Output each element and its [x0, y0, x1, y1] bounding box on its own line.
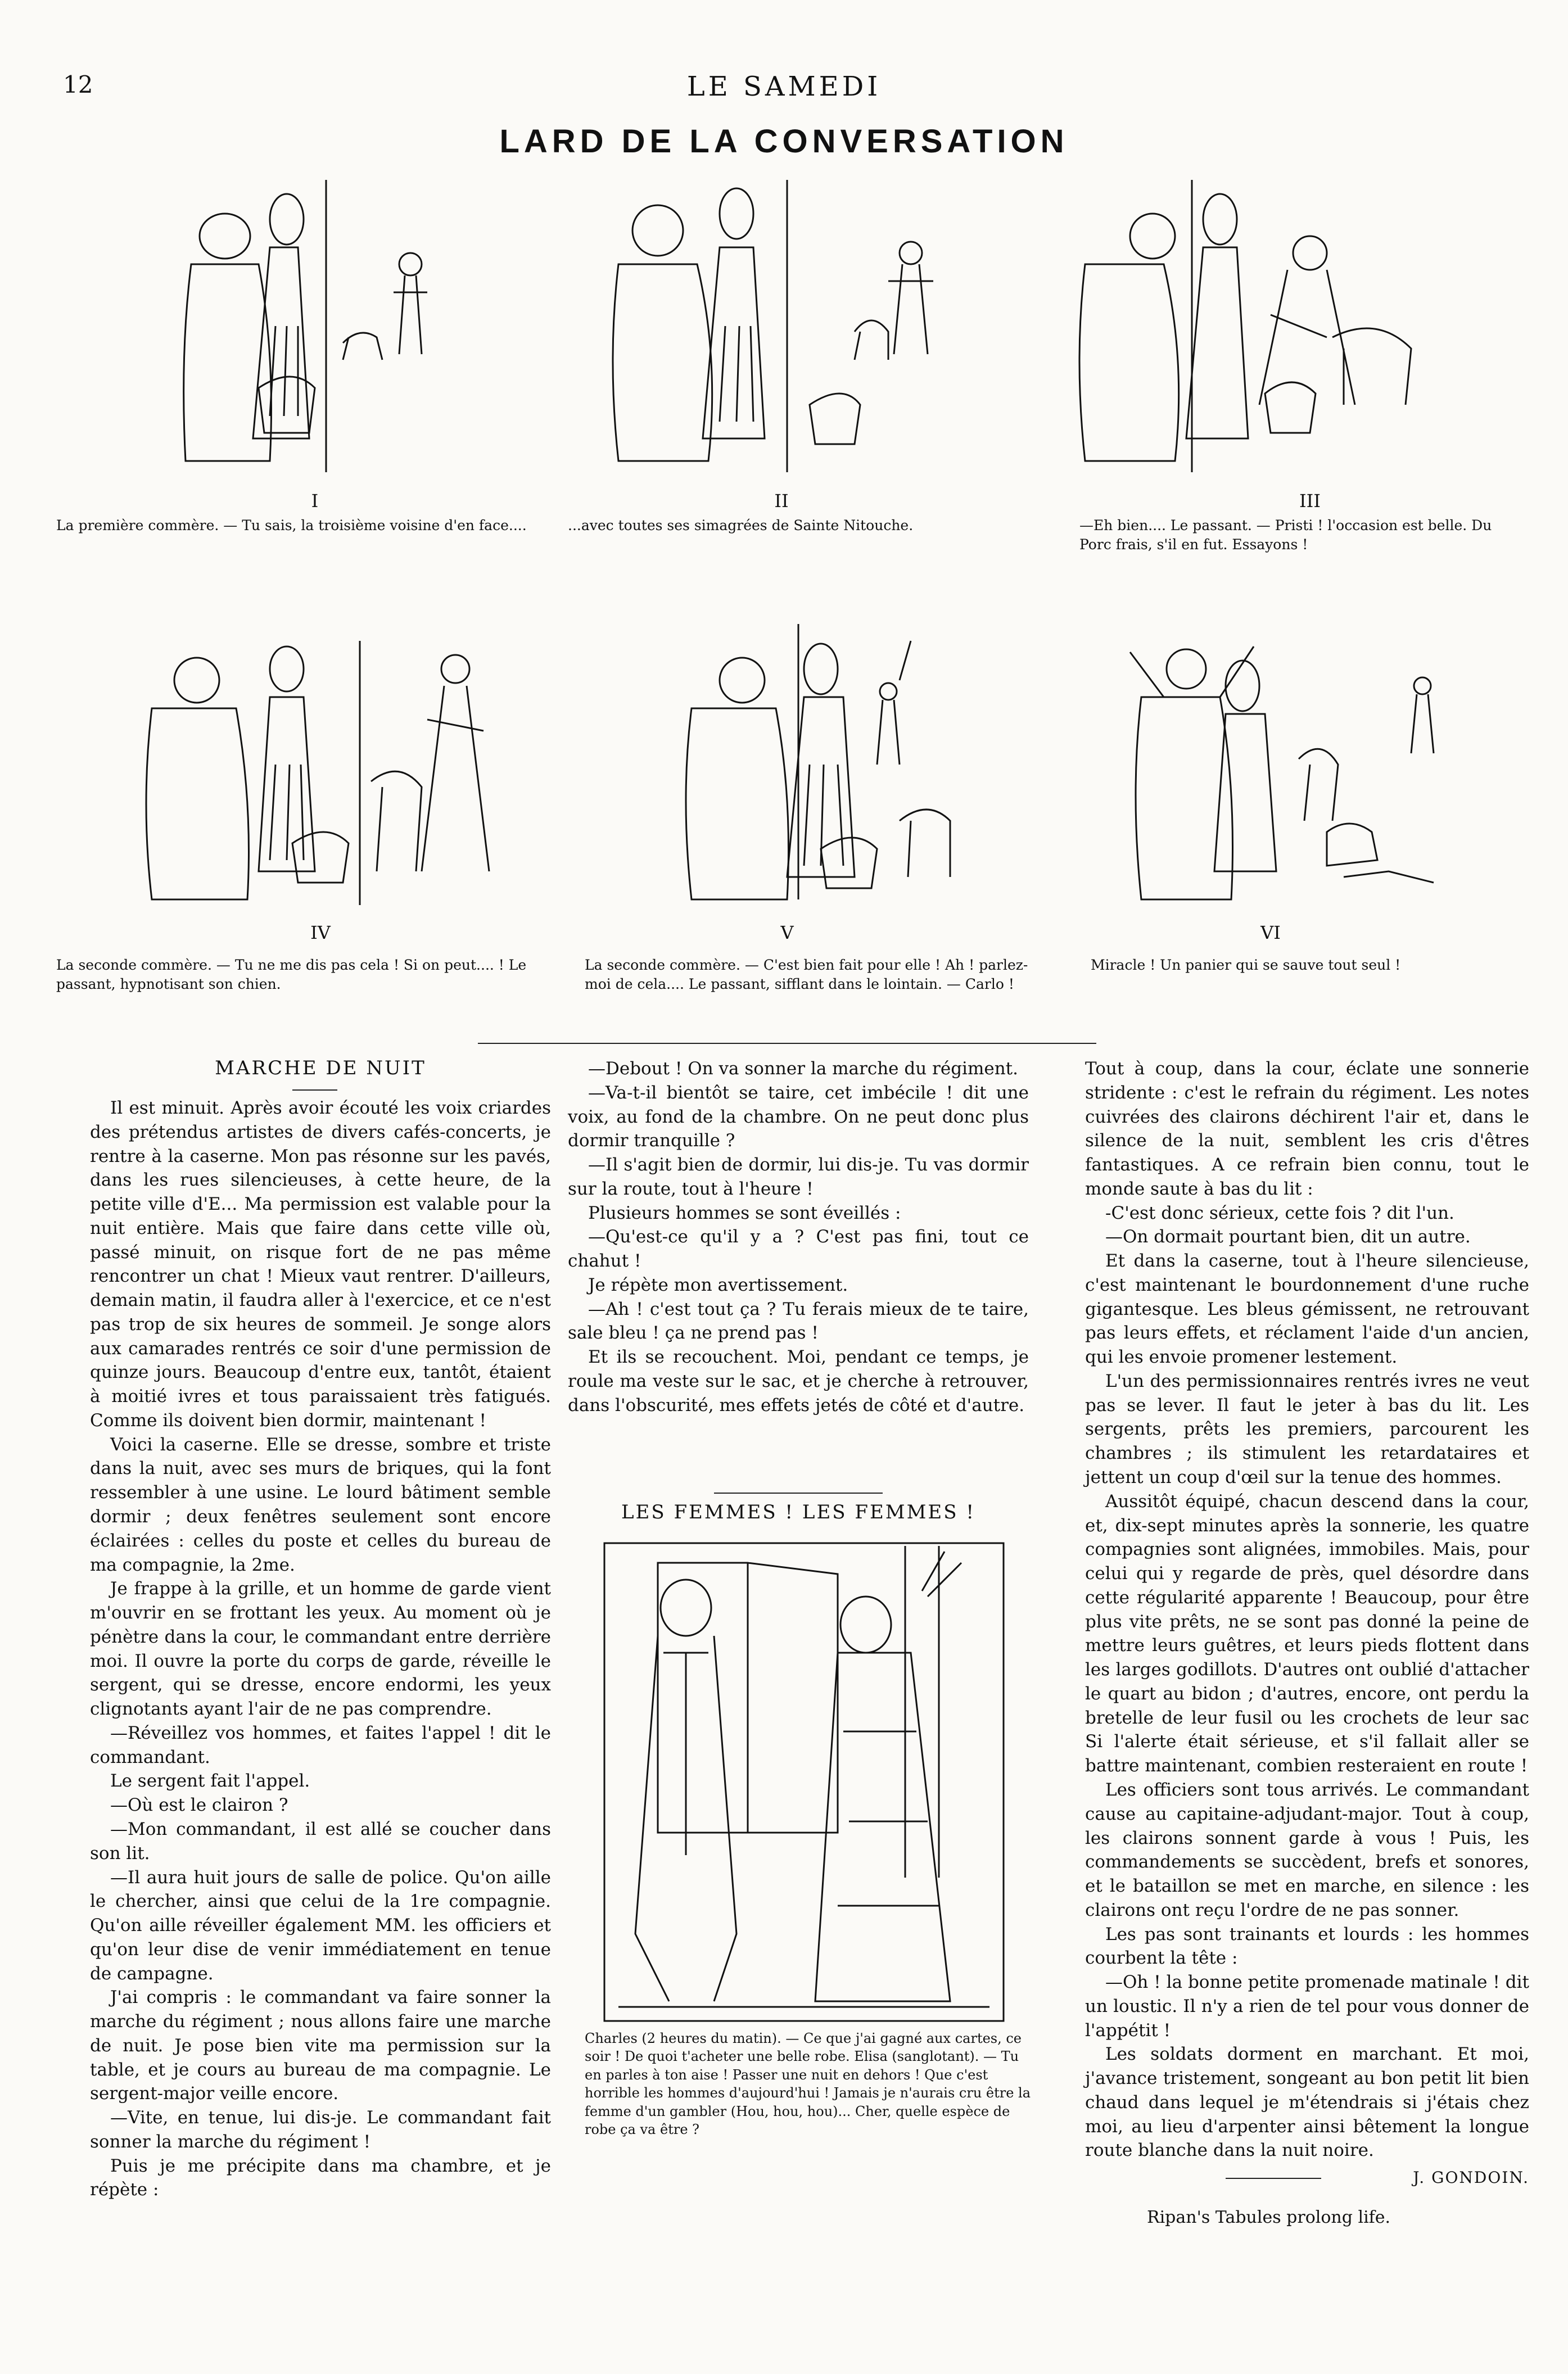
paragraph: Il est minuit. Après avoir écouté les voix criardes des prétendus artistes de divers cafés-concerts, je rentre à la caserne. Mon pas résonne sur les pavés, dans les rues silencieuses, à cette heure, de la petite ville d'E... Ma permission est valable pour la nuit entière. Mais que faire dans cette ville où, passé minuit, on risque fort de ne pas même rencontrer un chat ! Mieux vaut rentrer. D'ailleurs, demain matin, il faudra aller à l'exercice, et ce n'est pas trop de six heures de sommeil. Je songe alors aux camarades rentrés ce soir d'une permission de quinze jours. Beaucoup d'entre eux, tantôt, étaient à moitié ivres et tous paraissaient très fatigués. Comme ils doivent bien dormir, maintenant ! [90, 1098, 551, 1431]
paragraph: —Réveillez vos hommes, et faites l'appel ! dit le commandant. [90, 1722, 551, 1767]
comic-panel-2-illustration [596, 169, 945, 483]
panel-3-caption: —Eh bien.... Le passant. — Pristi ! l'occasion est belle. Du Porc frais, s'il en fut. Essayons ! [1079, 517, 1492, 553]
paragraph: —Il aura huit jours de salle de police. Qu'on aille le chercher, ainsi que celui de la 1re compagnie. Qu'on aille réveiller également MM. les officiers et qu'on leur dise de venir immédiatement en tenue de campagne. [90, 1867, 551, 1984]
article-column-1 [90, 1096, 551, 2202]
paragraph: Et dans la caserne, tout à l'heure silencieuse, c'est maintenant le bourdonnement d'une ruche gigantesque. Les bleus gémissent, ne retrouvant pas leurs effets, et réclament l'aide d'un ancien, qui les envoie promener lestement. [1085, 1251, 1529, 1368]
comic-panel-5-illustration [596, 618, 984, 916]
panel-6-caption: Miracle ! Un panier qui se sauve tout seul ! [1091, 957, 1401, 973]
comic-panel-4-illustration [107, 635, 540, 916]
paragraph: Aussitôt équipé, chacun descend dans la cour, et, dix-sept minutes après la sonnerie, les quatre compagnies sont alignées, immobiles. Mais, pour celui qui y regarde de près, quel désordre dans cette régularité apparente ! Beaucoup, pour être plus vite prêts, ne se sont pas donné la peine de mettre leurs guêtres, et leurs pieds flottent dans les larges godillots. D'autres ont oublié d'attacher le quart au bidon ; d'autres, encore, ont perdu la bretelle de leur fusil ou les crochets de leur sac Si l'alerte était sérieuse, et s'il fallait aller se battre maintenant, combien resteraient en route ! [1085, 1491, 1529, 1776]
paragraph: Les soldats dorment en marchant. Et moi, j'avance tristement, songeant au bon petit lit bien chaud dans lequel je m'étendrais si j'étais chez moi, au lieu d'arpenter ainsi bêtement la longue route blanche dans la nuit noire. [1085, 2044, 1529, 2161]
paragraph: —On dormait pourtant bien, dit un autre. [1105, 1227, 1471, 1247]
cartoon-rule [714, 1493, 883, 1494]
journal-title: LE SAMEDI [686, 71, 882, 102]
comic-panel-3-illustration [1063, 169, 1428, 483]
article-column-2 [568, 1057, 1029, 1417]
paragraph: L'un des permissionnaires rentrés ivres ne veut pas se lever. Il faut le jeter à bas du lit. Les sergents, prêts les premiers, parcourent les chambres ; ils stimulent les retardataires et jettent un coup d'œil sur la tenue des hommes. [1085, 1371, 1529, 1488]
panel-4-caption: La seconde commère. — Tu ne me dis pas cela ! Si on peut.... ! Le passant, hypnotisant son chien. [56, 957, 527, 992]
article-signature: J. GONDOIN. [1413, 2168, 1529, 2187]
page-number: 12 [63, 71, 93, 98]
section-divider [478, 1043, 1096, 1044]
panel-4-numeral: IV [310, 922, 331, 943]
paragraph: —Ah ! c'est tout ça ? Tu ferais mieux de te taire, sale bleu ! ça ne prend pas ! [568, 1299, 1029, 1344]
paragraph: Je répète mon avertissement. [588, 1274, 848, 1295]
title-rule [292, 1089, 337, 1091]
cartoon-illustration [602, 1540, 1006, 2024]
paragraph: —Va-t-il bientôt se taire, cet imbécile ! dit une voix, au fond de la chambre. On ne peut donc plus dormir tranquille ? [568, 1082, 1029, 1151]
signature-rule [1226, 2178, 1321, 2179]
paragraph: Tout à coup, dans la cour, éclate une sonnerie stridente : c'est le refrain du régiment. Les notes cuivrées des clairons déchirent l'air et, dans le silence de la nuit, semblent les cris d'êtres fantastiques. A ce refrain bien connu, tout le monde saute à bas du lit : [1085, 1059, 1529, 1199]
paragraph: —Oh ! la bonne petite promenade matinale ! dit un loustic. Il n'y a rien de tel pour vous donner de l'appétit ! [1085, 1972, 1529, 2041]
panel-3-numeral: III [1299, 490, 1321, 512]
panel-2-caption: ...avec toutes ses simagrées de Sainte Nitouche. [568, 517, 914, 533]
paragraph: Je frappe à la grille, et un homme de garde vient m'ouvrir en se frottant les yeux. Au moment où je pénètre dans la cour, le commandant entre derrière moi. Il ouvre la porte du corps de garde, réveille le sergent, qui se dresse, encore endormi, les yeux clignotants ayant l'air de ne pas comprendre. [90, 1579, 551, 1720]
panel-1-numeral: I [311, 490, 319, 512]
cartoon-title: LES FEMMES ! LES FEMMES ! [621, 1501, 976, 1523]
paragraph: —Debout ! On va sonner la marche du régiment. [588, 1059, 1018, 1079]
comic-panel-1-illustration [157, 169, 489, 483]
article-title: MARCHE DE NUIT [215, 1057, 426, 1079]
paragraph: Puis je me précipite dans ma chambre, et je répète : [90, 2155, 551, 2200]
paragraph: -C'est donc sérieux, cette fois ? dit l'un. [1105, 1202, 1454, 1223]
paragraph: —Mon commandant, il est allé se coucher dans son lit. [90, 1819, 551, 1864]
paragraph: —Vite, en tenue, lui dis-je. Le commandant fait sonner la marche du régiment ! [90, 2108, 551, 2152]
feature-title: LARD DE LA CONVERSATION [499, 123, 1069, 160]
paragraph: Plusieurs hommes se sont éveillés : [588, 1202, 901, 1223]
paragraph: J'ai compris : le commandant va faire sonner la marche du régiment ; nous allons faire une marche de nuit. Je pose bien vite ma permission sur la table, et je cours au bureau de ma compagnie. Le sergent-major veille encore. [90, 1987, 551, 2104]
panel-6-numeral: VI [1260, 922, 1281, 943]
paragraph: —Il s'agit bien de dormir, lui dis-je. Tu vas dormir sur la route, tout à l'heure ! [568, 1155, 1029, 1199]
paragraph: Les officiers sont tous arrivés. Le commandant cause au capitaine-adjudant-major. Tout à coup, les clairons sonnent garde à vous ! Puis, les commandements se succèdent, brefs et sonores, et le bataillon se met en marche, en silence : les clairons ont reçu l'ordre de ne pas sonner. [1085, 1779, 1529, 1920]
paragraph: Les pas sont trainants et lourds : les hommes courbent la tête : [1085, 1924, 1529, 1969]
advertisement: Ripan's Tabules prolong life. [1147, 2207, 1391, 2227]
cartoon-caption: Charles (2 heures du matin). — Ce que j'ai gagné aux cartes, ce soir ! De quoi t'acheter une belle robe. Elisa (sanglotant). — Tu en parles à ton aise ! Passer une nuit en dehors ! Que c'est horrible les hommes d'aujourd'hui ! Jamais je n'aurais cru être la femme d'un gambler (Hou, hou, hou)... Cher, quelle espèce de robe ça va être ? [585, 2031, 1031, 2137]
panel-5-caption: La seconde commère. — C'est bien fait pour elle ! Ah ! parlez-moi de cela.... Le passant, sifflant dans le lointain. — Carlo ! [585, 957, 1028, 992]
comic-panel-6-illustration [1074, 635, 1467, 916]
article-column-3 [1085, 1057, 1529, 2229]
paragraph: Le sergent fait l'appel. [110, 1771, 310, 1792]
paragraph: Voici la caserne. Elle se dresse, sombre et triste dans la nuit, avec ses murs de briques, qui la font ressembler à une usine. Le lourd bâtiment semble dormir ; deux fenêtres seulement sont encore éclairées : celles du poste et celles du bureau de ma compagnie, la 2me. [90, 1434, 551, 1575]
panel-2-numeral: II [774, 490, 789, 512]
paragraph: —Qu'est-ce qu'il y a ? C'est pas fini, tout ce chahut ! [568, 1227, 1029, 1272]
paragraph: —Où est le clairon ? [110, 1795, 288, 1816]
paragraph: Et ils se recouchent. Moi, pendant ce temps, je roule ma veste sur le sac, et je cherche à retrouver, dans l'obscurité, mes effets jetés de côté et d'autre. [568, 1347, 1029, 1416]
panel-5-numeral: V [780, 922, 794, 943]
panel-1-caption: La première commère. — Tu sais, la troisième voisine d'en face.... [56, 517, 527, 533]
